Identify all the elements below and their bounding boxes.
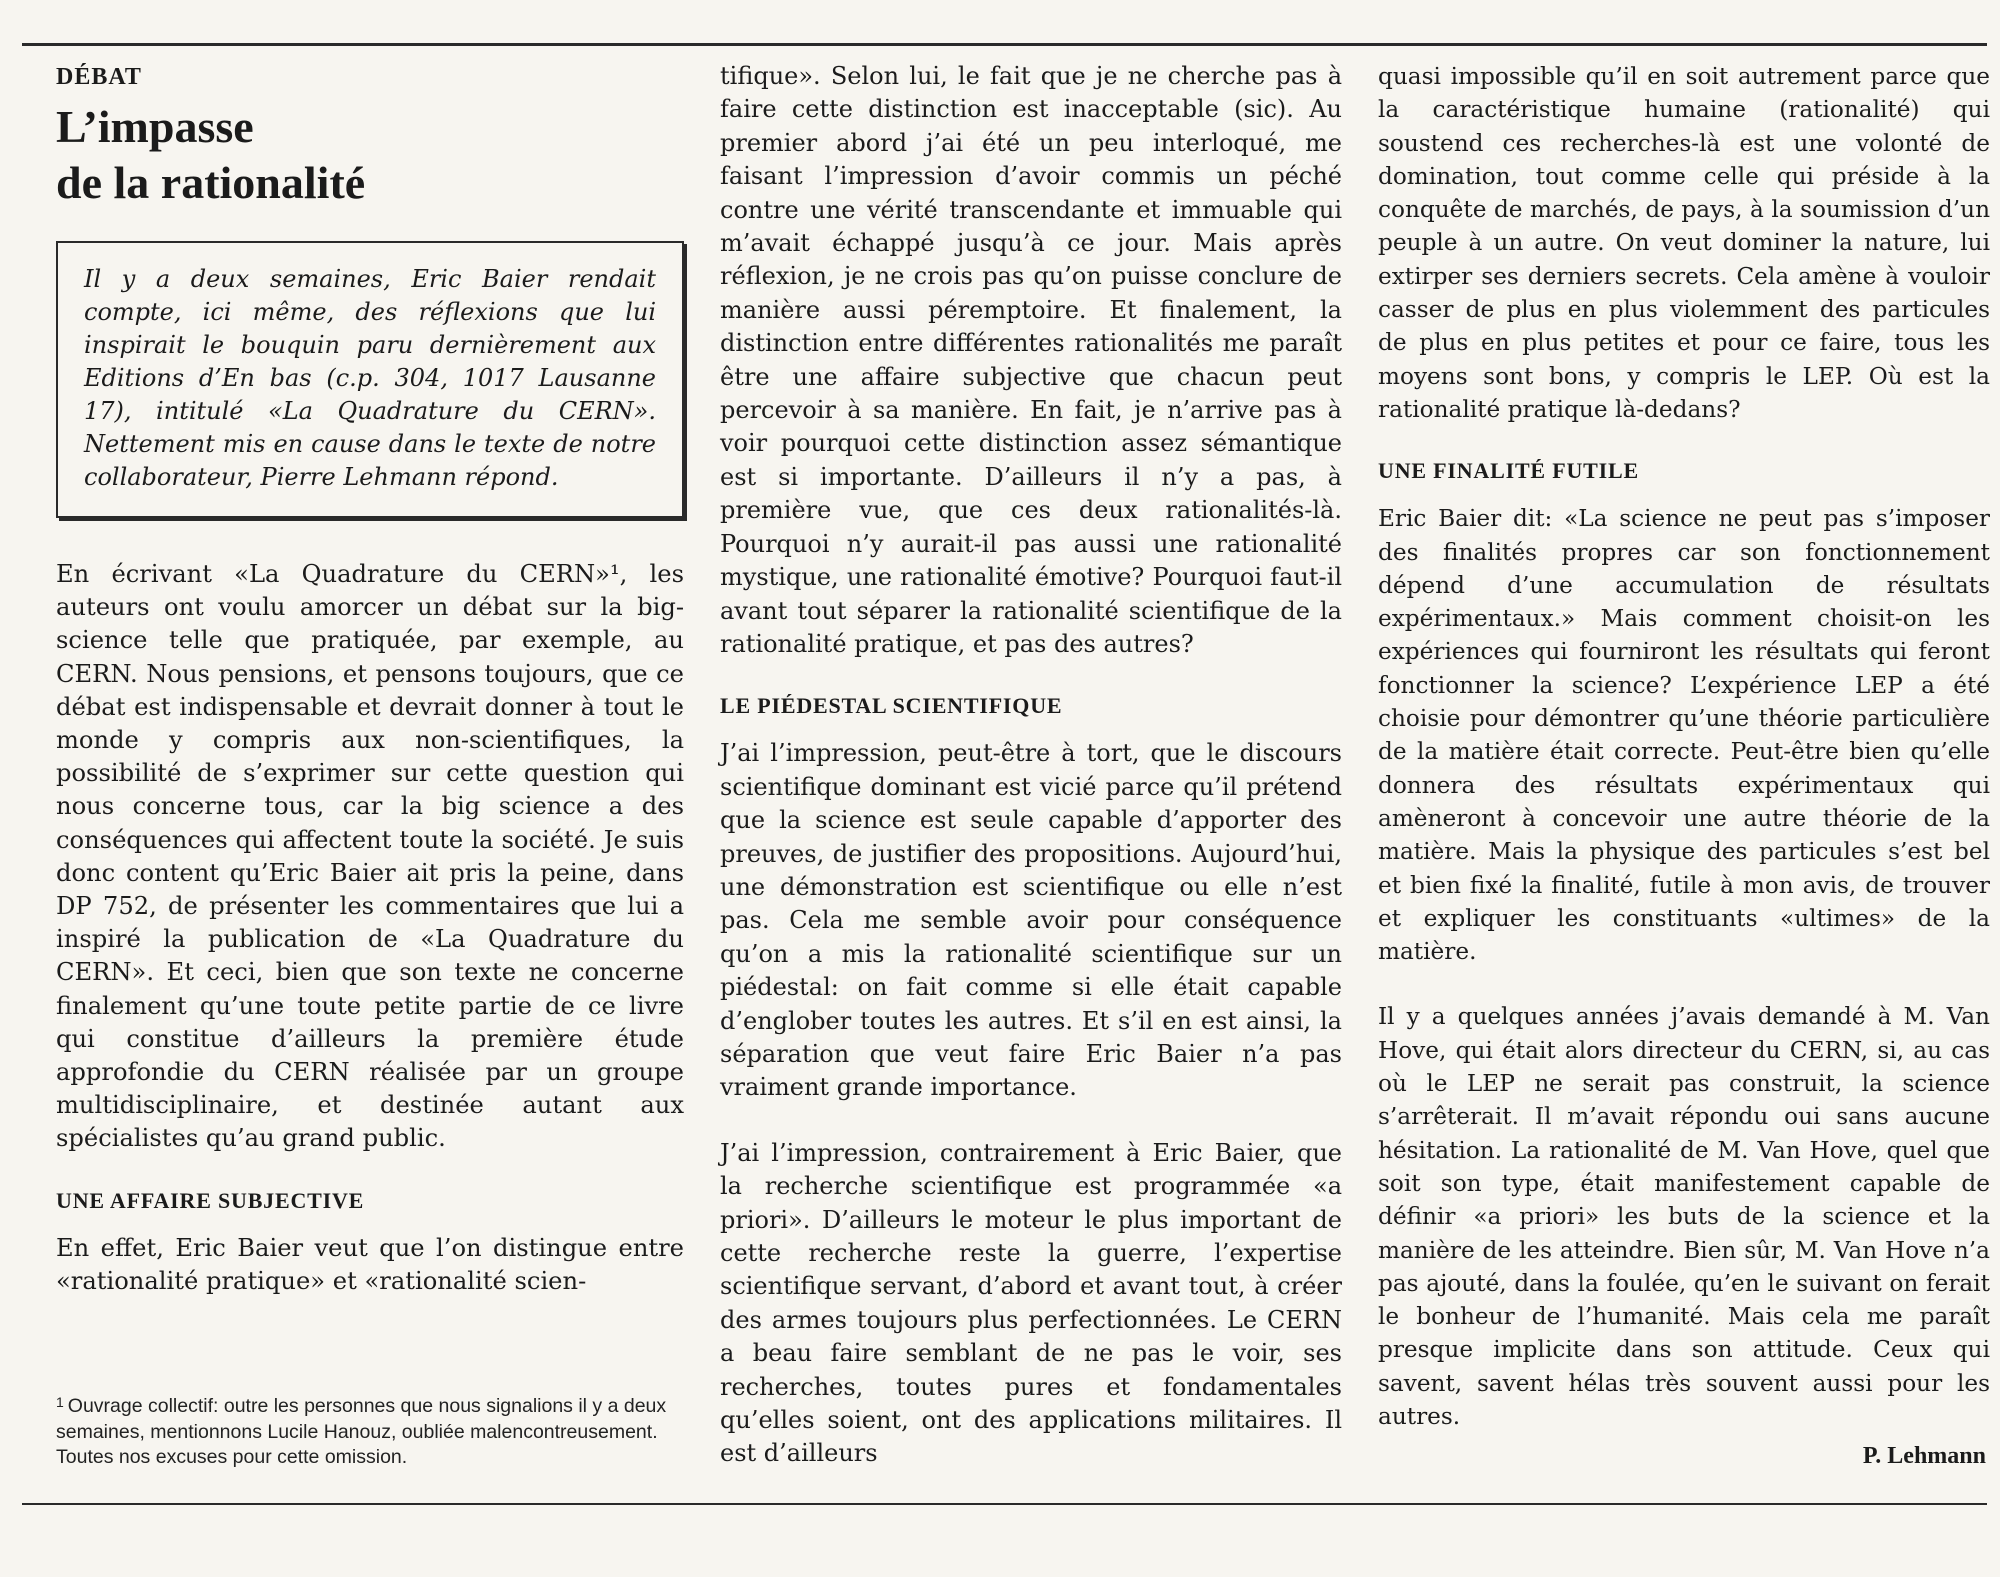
title-line-1: L’impasse [56,101,254,152]
column-3 [1378,60,1990,1465]
paragraph: tifique». Selon lui, le fait que je ne cherche pas à faire cette distinction est inacceptable (sic). Au premier abord j’ai été un peu interloqué, me faisant l’impression d’avoir commis un péché contre une vérité transcendante et immuable qui m’avait échappé jusqu’à ce jour. Mais après réflexion, je ne crois pas qu’on puisse conclure de manière aussi péremptoire. Et finalement, la distinction entre différentes rationalités me paraît être une affaire subjective que chacun peut percevoir à sa manière. En fait, je n’arrive pas à voir pourquoi cette distinction assez sémantique est si importante. D’ailleurs il n’y a pas, à première vue, que ces deux rationalités-là. Pourquoi n’y aurait-il pas aussi une rationalité mystique, une rationalité émotive? Pourquoi faut-il avant tout séparer la rationalité scientifique de la rationalité pratique, et pas des autres? [720,62,1342,658]
footnote-mark: 1 [56,1394,64,1410]
title-line-2: de la rationalité [56,157,366,208]
paragraph: J’ai l’impression, peut-être à tort, que le discours scientifique dominant est vicié parce qu’il prétend que la science est seule capable d’apporter des preuves, de justifier des propositions. Aujourd’hui, une démonstration est scientifique ou elle n’est pas. Cela me semble avoir pour conséquence qu’on a mis la rationalité scientifique sur un piédestal: on fait comme si elle était capable d’englober toutes les autres. Et s’il en est ainsi, la séparation que veut faire Eric Baier n’a pas vraiment grande importance. [720,739,1342,1102]
top-rule [22,43,1987,46]
paragraph: Eric Baier dit: «La science ne peut pas s’imposer des finalités propres car son fonctionnement dépend d’une accumulation de résultats expérimentaux.» Mais comment choisit-on les expériences qui fourniront les résultats qui feront fonctionner la science? L’expérience LEP a été choisie pour démontrer qu’une théorie particulière de la matière était correcte. Peut-être bien qu’elle donnera des résultats expérimentaux qui amèneront à concevoir une autre théorie de la matière. Mais la physique des particules s’est bel et bien fixé la finalité, futile à mon avis, de trouver et expliquer les constituants «ultimes» de la matière. [1378,505,1990,966]
paragraph: quasi impossible qu’il en soit autrement parce que la caractéristique humaine (rationalité) qui soustend ces recherches-là est une volonté de domination, tout comme celle qui préside à la conquête de marchés, de pays, à la soumission d’un peuple à un autre. On veut dominer la nature, lui extirper ses derniers secrets. Cela amène à vouloir casser de plus en plus violemment des particules de plus en plus petites et pour ce faire, tous les moyens sont bons, y compris le LEP. Où est la rationalité pratique là-dedans? [1378,63,1990,423]
section-kicker: DÉBAT [56,64,142,90]
paragraph: J’ai l’impression, contrairement à Eric Baier, que la recherche scientifique est programmée «a priori». D’ailleurs le moteur le plus important de cette recherche reste la guerre, l’expertise scientifique servant, d’abord et avant tout, à créer des armes toujours plus perfectionnées. Le CERN a beau faire semblant de ne pas le voir, ses recherches, toutes pures et fondamentales qu’elles soient, ont des applications militaires. Il est d’ailleurs [720,1138,1342,1468]
paragraph: Il y a quelques années j’avais demandé à M. Van Hove, qui était alors directeur du CERN, si, au cas où le LEP ne serait pas construit, la science s’arrêterait. Il m’avait répondu oui sans aucune hésitation. La rationalité de M. Van Hove, quel que soit son type, était manifestement capable de définir «a priori» les buts de la science et la manière de les atteindre. Bien sûr, M. Van Hove n’a pas ajouté, dans la foulée, qu’en le suivant on ferait le bonheur de l’humanité. Mais cela me paraît presque implicite dans son attitude. Ceux qui savent, savent hélas très souvent aussi pour les autres. [1378,1003,1990,1430]
subheading: LE PIÉDESTAL SCIENTIFIQUE [720,693,1063,719]
footnote-text: Ouvrage collectif: outre les personnes que nous signalions il y a deux semaines, mentionnons Lucile Hanouz, oubliée malencontreusement. Toutes nos excuses pour cette omission. [56,1395,667,1468]
footnote [56,1390,682,1471]
subheading: UNE AFFAIRE SUBJECTIVE [56,1187,365,1213]
author-signature: P. Lehmann [1862,1443,1986,1469]
column-2 [720,60,1342,1503]
subheading: UNE FINALITÉ FUTILE [1378,458,1639,484]
paragraph: En écrivant «La Quadrature du CERN»¹, les auteurs ont voulu amorcer un débat sur la big-science telle que pratiquée, par exemple, au CERN. Nous pensions, et pensons toujours, que ce débat est indispensable et devrait donner à tout le monde y compris aux non-scientifiques, la possibilité de s’exprimer sur cette question qui nous concerne tous, car la big science a des conséquences qui affectent toute la société. Je suis donc content qu’Eric Baier ait pris la peine, dans DP 752, de présenter les commentaires que lui a inspiré la publication de «La Quadrature du CERN». Et ceci, bien que son texte ne concerne finalement qu’une toute petite partie de ce livre qui constitue d’ailleurs la première étude approfondie du CERN réalisée par un groupe multidisciplinaire, et destinée autant aux spécialistes qu’au grand public. [56,560,684,1153]
intro-box: Il y a deux semaines, Eric Baier rendait compte, ici même, des réflexions que lui inspirait le bouquin paru dernièrement aux Editions d’En bas (c.p. 304, 1017 Lausanne 17), intitulé «La Quadrature du CERN». Nettement mis en cause dans le texte de notre collaborateur, Pierre Lehmann répond. [56,241,684,518]
paragraph: En effet, Eric Baier veut que l’on distingue entre «rationalité pratique» et «rationalité scien- [56,1233,684,1295]
article-title [56,99,684,211]
bottom-rule [22,1503,1987,1505]
column-1 [56,60,684,1330]
